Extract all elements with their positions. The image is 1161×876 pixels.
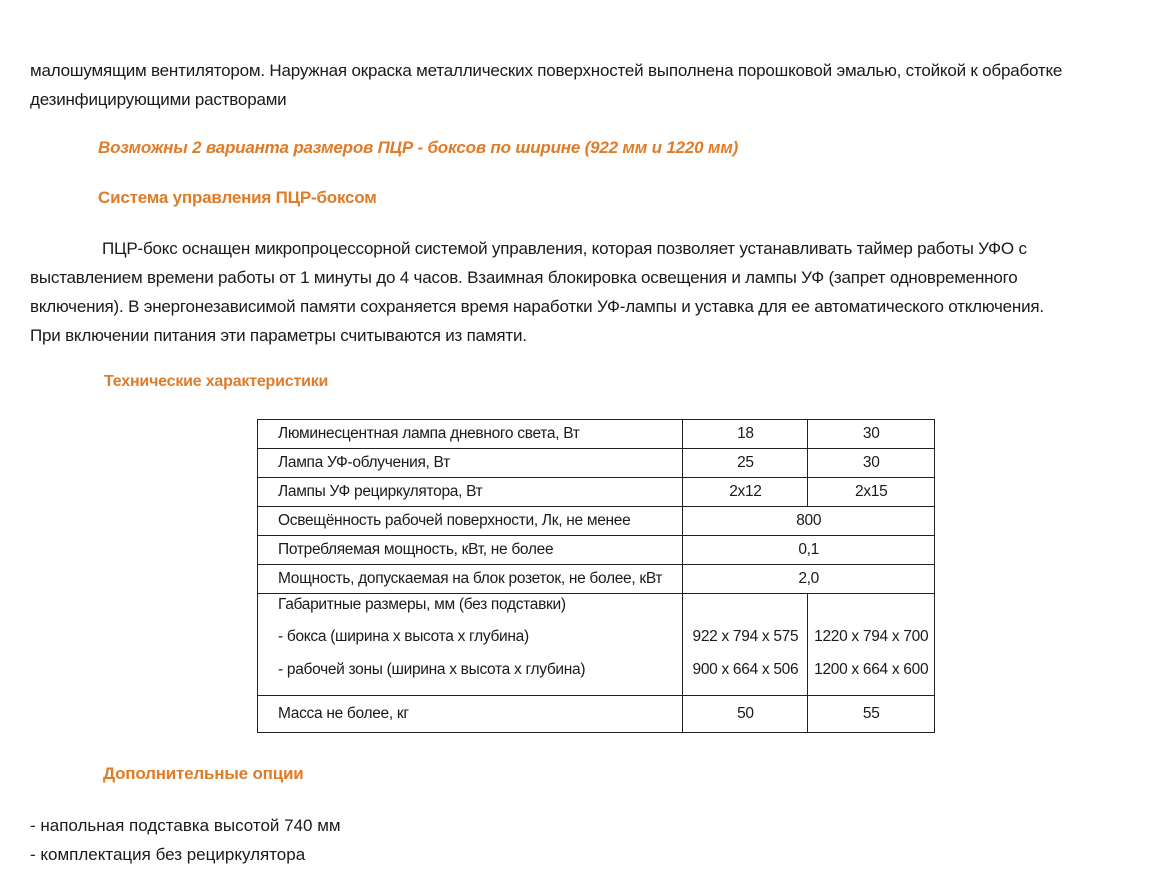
list-item: - напольная подставка высотой 740 мм [30, 816, 341, 835]
row-value: 2х15 [808, 478, 935, 507]
list-item: - комплектация без рециркулятора [30, 845, 306, 864]
row-label: Потребляемая мощность, кВт, не более [258, 536, 683, 565]
row-value: 800 [683, 507, 935, 536]
table-row-dimensions [258, 594, 935, 696]
row-value: 2,0 [683, 565, 935, 594]
control-line: ПЦР-бокс оснащен микропроцессорной системой управления, которая позволяет устанавливать таймер работы УФО с [102, 239, 1027, 258]
row-label: Масса не более, кг [258, 696, 683, 733]
zone-value: 900 х 664 х 506 [692, 661, 799, 678]
row-value: 2х12 [683, 478, 808, 507]
row-label: Лампы УФ рециркулятора, Вт [258, 478, 683, 507]
specs-heading: Технические характеристики [104, 373, 329, 390]
row-value: 50 [683, 696, 808, 733]
zone-value: 1200 х 664 х 600 [814, 661, 929, 678]
variants-heading: Возможны 2 варианта размеров ПЦР - боксов по ширине (922 мм и 1220 мм) [98, 138, 739, 157]
intro-paragraph [30, 56, 1130, 114]
row-value: 30 [808, 420, 935, 449]
box-value: 1220 х 794 х 700 [814, 628, 929, 645]
row-label: Лампа УФ-облучения, Вт [258, 449, 683, 478]
box-value: 922 х 794 х 575 [692, 628, 799, 645]
dimensions-labels [258, 594, 683, 696]
control-paragraph [30, 234, 1130, 350]
box-label: - бокса (ширина х высота х глубина) [278, 628, 529, 645]
control-line: включения). В энергонезависимой памяти сохраняется время наработки УФ-лампы и уставка для ее автоматического отключения. [30, 297, 1044, 316]
control-heading: Система управления ПЦР-боксом [98, 188, 377, 207]
intro-line: дезинфицирующими растворами [30, 90, 287, 109]
table-row [258, 507, 935, 536]
row-label: Мощность, допускаемая на блок розеток, не более, кВт [258, 565, 683, 594]
table-row [258, 478, 935, 507]
table-row [258, 449, 935, 478]
zone-label: - рабочей зоны (ширина х высота х глубина) [278, 661, 586, 678]
dimensions-values-1 [683, 594, 808, 696]
control-line: При включении питания эти параметры считываются из памяти. [30, 326, 527, 345]
row-value: 18 [683, 420, 808, 449]
options-heading: Дополнительные опции [103, 764, 304, 783]
row-value: 25 [683, 449, 808, 478]
row-label: Люминесцентная лампа дневного света, Вт [258, 420, 683, 449]
table-row [258, 565, 935, 594]
row-label: Освещённость рабочей поверхности, Лк, не менее [258, 507, 683, 536]
row-value: 0,1 [683, 536, 935, 565]
table-row [258, 536, 935, 565]
dimensions-values-2 [808, 594, 935, 696]
dimensions-label: Габаритные размеры, мм (без подставки) [278, 596, 566, 613]
row-value: 30 [808, 449, 935, 478]
specs-table [257, 419, 935, 733]
row-value: 55 [808, 696, 935, 733]
control-line: выставлением времени работы от 1 минуты до 4 часов. Взаимная блокировка освещения и лампы УФ (запрет одновременного [30, 268, 1018, 287]
intro-line: малошумящим вентилятором. Наружная окраска металлических поверхностей выполнена порошковой эмалью, стойкой к обработке [30, 61, 1063, 80]
table-row [258, 420, 935, 449]
table-row [258, 696, 935, 733]
options-list [30, 811, 341, 869]
